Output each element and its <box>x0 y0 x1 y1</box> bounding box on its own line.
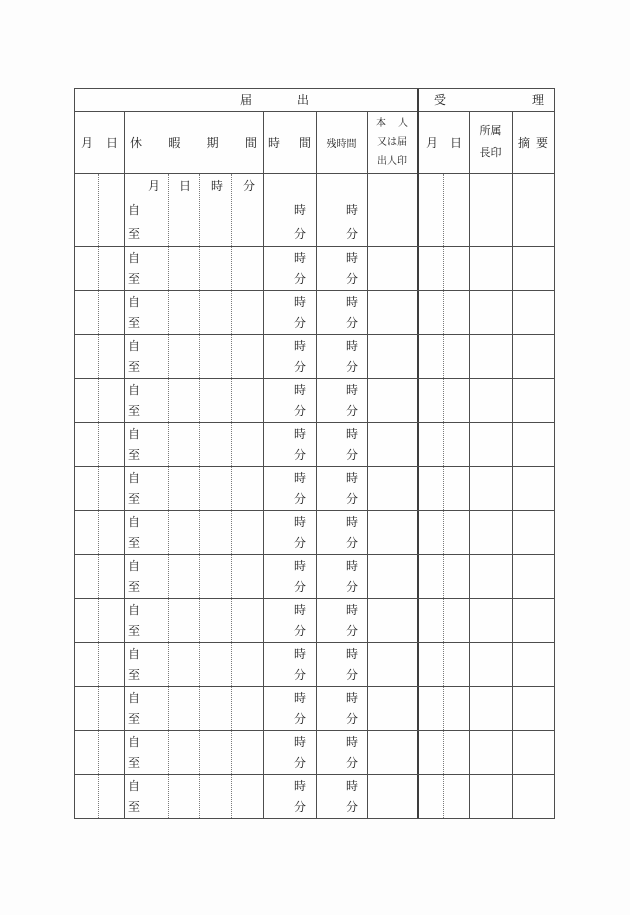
to-label: 至 <box>128 227 141 241</box>
remaining-minute-label: 分 <box>345 712 358 726</box>
from-label: 自 <box>128 735 141 749</box>
time-minute-label: 分 <box>293 668 306 682</box>
to-label: 至 <box>128 668 141 682</box>
time-hour-label: 時 <box>293 383 306 397</box>
label-remarks-2: 要 <box>535 135 548 150</box>
leave-row <box>75 642 554 686</box>
from-label: 自 <box>128 203 141 217</box>
leave-row <box>75 554 554 598</box>
remaining-hour-label: 時 <box>345 779 358 793</box>
leave-row <box>75 466 554 510</box>
label-leave-4: 間 <box>244 135 257 150</box>
subheader-day: 日 <box>178 179 191 193</box>
remaining-minute-label: 分 <box>345 756 358 770</box>
to-label: 至 <box>128 712 141 726</box>
from-label: 自 <box>128 647 141 661</box>
leave-notification-table <box>74 88 555 819</box>
section-label-notification-1: 届 <box>239 93 253 107</box>
from-label: 自 <box>128 779 141 793</box>
col-header-remaining-time <box>316 111 367 173</box>
to-label: 至 <box>128 800 141 814</box>
remaining-hour-label: 時 <box>345 251 358 265</box>
subheader-month: 月 <box>147 179 160 193</box>
col-header-leave-period <box>124 111 263 173</box>
time-hour-label: 時 <box>293 295 306 309</box>
leave-row <box>75 730 554 774</box>
to-label: 至 <box>128 492 141 506</box>
time-minute-label: 分 <box>293 404 306 418</box>
time-minute-label: 分 <box>293 624 306 638</box>
remaining-hour-label: 時 <box>345 691 358 705</box>
time-hour-label: 時 <box>293 691 306 705</box>
remaining-minute-label: 分 <box>345 360 358 374</box>
to-label: 至 <box>128 580 141 594</box>
time-minute-label: 分 <box>293 492 306 506</box>
remaining-hour-label: 時 <box>345 603 358 617</box>
time-minute-label: 分 <box>293 448 306 462</box>
subheader-minute: 分 <box>242 179 255 193</box>
to-label: 至 <box>128 316 141 330</box>
remaining-minute-label: 分 <box>345 536 358 550</box>
time-hour-label: 時 <box>293 647 306 661</box>
col-header-chief-seal <box>469 111 512 173</box>
remaining-minute-label: 分 <box>345 272 358 286</box>
label-interval: 間 <box>298 135 311 150</box>
label-accept-day: 日 <box>449 135 462 150</box>
time-hour-label: 時 <box>293 251 306 265</box>
leave-row <box>75 378 554 422</box>
time-minute-label: 分 <box>293 536 306 550</box>
label-seal-line3: 出人印 <box>377 155 407 167</box>
to-label: 至 <box>128 448 141 462</box>
remaining-minute-label: 分 <box>345 492 358 506</box>
remaining-minute-label: 分 <box>345 800 358 814</box>
subheader-hour: 時 <box>210 179 223 193</box>
section-header-row <box>75 89 554 112</box>
from-label: 自 <box>128 295 141 309</box>
remaining-hour-label: 時 <box>345 203 358 217</box>
from-label: 自 <box>128 603 141 617</box>
remaining-minute-label: 分 <box>345 227 358 241</box>
label-seal-nin: 人 <box>398 117 408 129</box>
label-accept-month: 月 <box>426 135 439 150</box>
label-hour: 時 <box>268 135 281 150</box>
time-minute-label: 分 <box>293 227 306 241</box>
time-hour-label: 時 <box>293 603 306 617</box>
label-chief-line1: 所属 <box>479 125 502 137</box>
leave-row-first <box>75 174 554 246</box>
section-label-acceptance-1: 受 <box>433 93 447 107</box>
time-minute-label: 分 <box>293 316 306 330</box>
label-remaining-time: 残時間 <box>326 138 357 150</box>
col-header-time <box>263 111 316 173</box>
time-minute-label: 分 <box>293 580 306 594</box>
label-day: 日 <box>105 135 118 150</box>
remaining-minute-label: 分 <box>345 580 358 594</box>
label-leave-3: 期 <box>206 135 219 150</box>
from-label: 自 <box>128 251 141 265</box>
remaining-minute-label: 分 <box>345 668 358 682</box>
remaining-minute-label: 分 <box>345 404 358 418</box>
remaining-hour-label: 時 <box>345 427 358 441</box>
remaining-hour-label: 時 <box>345 515 358 529</box>
leave-row <box>75 246 554 290</box>
time-hour-label: 時 <box>293 735 306 749</box>
remaining-hour-label: 時 <box>345 339 358 353</box>
time-hour-label: 時 <box>293 515 306 529</box>
label-leave-2: 暇 <box>168 135 181 150</box>
time-minute-label: 分 <box>293 800 306 814</box>
remaining-hour-label: 時 <box>345 559 358 573</box>
label-seal-line2: 又は届 <box>377 136 407 148</box>
to-label: 至 <box>128 624 141 638</box>
time-hour-label: 時 <box>293 779 306 793</box>
remaining-minute-label: 分 <box>345 448 358 462</box>
label-seal-hon: 本 <box>376 117 386 129</box>
to-label: 至 <box>128 404 141 418</box>
time-hour-label: 時 <box>293 559 306 573</box>
leave-row <box>75 774 554 818</box>
remaining-hour-label: 時 <box>345 471 358 485</box>
col-header-remarks <box>512 111 554 173</box>
to-label: 至 <box>128 360 141 374</box>
leave-row <box>75 598 554 642</box>
section-label-notification-2: 出 <box>296 93 310 107</box>
leave-row <box>75 334 554 378</box>
from-label: 自 <box>128 383 141 397</box>
label-seal-line1 <box>367 114 417 133</box>
from-label: 自 <box>128 515 141 529</box>
remaining-hour-label: 時 <box>345 735 358 749</box>
time-minute-label: 分 <box>293 712 306 726</box>
time-hour-label: 時 <box>293 427 306 441</box>
time-minute-label: 分 <box>293 756 306 770</box>
leave-row <box>75 290 554 334</box>
remaining-minute-label: 分 <box>345 624 358 638</box>
section-label-acceptance-2: 理 <box>531 93 545 107</box>
time-minute-label: 分 <box>293 272 306 286</box>
label-remarks-1: 摘 <box>518 135 531 150</box>
from-label: 自 <box>128 339 141 353</box>
time-hour-label: 時 <box>293 471 306 485</box>
col-header-applicant-seal <box>367 111 417 173</box>
from-label: 自 <box>128 427 141 441</box>
from-label: 自 <box>128 559 141 573</box>
column-header-row <box>75 111 554 174</box>
remaining-hour-label: 時 <box>345 295 358 309</box>
leave-row <box>75 510 554 554</box>
from-label: 自 <box>128 471 141 485</box>
from-label: 自 <box>128 691 141 705</box>
remaining-hour-label: 時 <box>345 647 358 661</box>
time-hour-label: 時 <box>293 203 306 217</box>
to-label: 至 <box>128 756 141 770</box>
label-month: 月 <box>81 135 94 150</box>
col-header-notify-month-day <box>75 111 124 173</box>
leave-row <box>75 686 554 730</box>
to-label: 至 <box>128 272 141 286</box>
col-header-accept-month-day <box>419 111 469 173</box>
remaining-minute-label: 分 <box>345 316 358 330</box>
to-label: 至 <box>128 536 141 550</box>
remaining-hour-label: 時 <box>345 383 358 397</box>
leave-row <box>75 422 554 466</box>
time-hour-label: 時 <box>293 339 306 353</box>
time-minute-label: 分 <box>293 360 306 374</box>
label-leave-1: 休 <box>130 135 143 150</box>
label-chief-line2: 長印 <box>479 147 502 159</box>
